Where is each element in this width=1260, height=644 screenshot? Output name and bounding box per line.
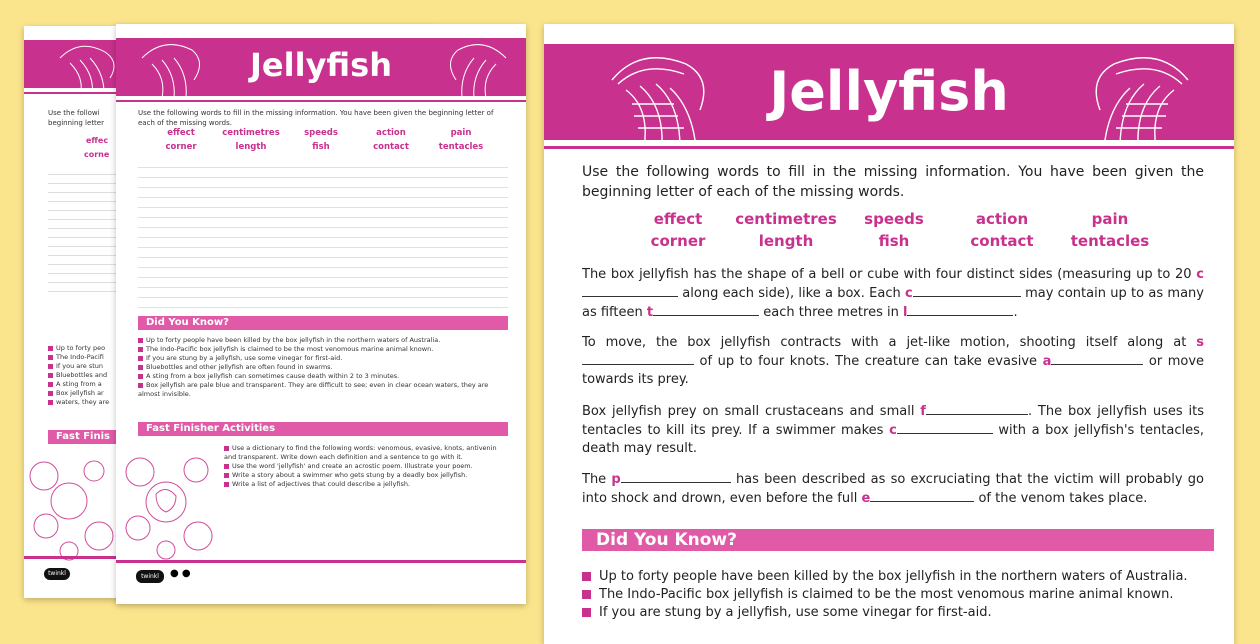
paragraph-lines [138, 158, 508, 318]
fact-item: Up to forty people have been killed by the box jellyfish in the northern waters of Australia. [138, 336, 508, 345]
answer-blank[interactable] [582, 284, 678, 297]
answer-blank[interactable] [582, 352, 694, 365]
jellyfish-pattern [116, 444, 220, 564]
word-bank-item: effect [653, 210, 703, 228]
word-bank-item: tentacles [1070, 232, 1150, 250]
word-bank-item: fish [878, 232, 910, 250]
footer-dots: ● ● [170, 568, 191, 579]
word-bank-item: tentacles [438, 142, 484, 152]
jellyfish-illustration [1076, 44, 1196, 154]
blank-letter: f [920, 404, 926, 419]
blank-letter: a [1042, 354, 1052, 369]
fact-item: Up to forty people have been killed by the box jellyfish in the northern waters of Australia. [582, 568, 1202, 586]
fast-finisher-bar: Fast Finis [48, 430, 116, 444]
word-bank-item: corner [165, 142, 197, 152]
fact-item: Bluebottles and other jellyfish are often found in swarms. [138, 363, 508, 372]
word-bank-item: corner [650, 232, 706, 250]
word-bank-item: action [376, 128, 406, 138]
blank-letter: e [861, 491, 871, 506]
word-bank-item: length [235, 142, 267, 152]
paragraph-2: To move, the box jellyfish contracts with a jet-like motion, shooting itself along at s of up to four knots. The creature can take evasive a or move towards its prey. [582, 335, 1205, 387]
intro-fragment-2: beginning letter [48, 119, 104, 127]
intro-fragment: Use the followi [48, 109, 100, 117]
did-you-know-heading: Did You Know? [582, 529, 1214, 551]
activity-item: Write a list of adjectives that could describe a jellyfish. [224, 480, 506, 489]
jellyfish-illustration [604, 44, 724, 154]
word-bank-item: speeds [864, 210, 924, 228]
footer-rule [116, 560, 526, 563]
activity-item: Use a dictionary to find the following words: venomous, evasive, knots, antivenin and transparent. Write down each definition and a sentence to go with it. [224, 444, 506, 462]
jellyfish-illustration [134, 36, 214, 100]
word-bank-item: length [758, 232, 814, 250]
word-fragment: corne [84, 150, 110, 159]
worksheet-page [544, 24, 1234, 644]
word-bank-item: speeds [304, 128, 338, 138]
text-lines [48, 166, 118, 296]
paragraph-4: The p has been described as so excruciating that the victim will probably go into shock and drown, even before the full e of the venom takes place. [582, 472, 1204, 506]
word-bank-item: action [975, 210, 1029, 228]
blank-letter: t [646, 305, 654, 320]
jellyfish-pattern [24, 446, 120, 566]
logo: twinkl [44, 568, 70, 580]
word-bank [624, 210, 1164, 250]
logo: twinkl [136, 570, 164, 583]
blank-letter: c [889, 423, 897, 438]
header-rule [116, 100, 526, 102]
answer-blank[interactable] [621, 470, 731, 483]
word-fragment: effec [86, 136, 109, 145]
blank-letter: c [905, 286, 913, 301]
word-bank-item: pain [1091, 210, 1129, 228]
word-bank-item: contact [373, 142, 409, 152]
activity-list [224, 444, 506, 489]
fact-item: Box jellyfish are pale blue and transparent. They are difficult to see; even in clear ocean waters, they are almost invisible. [138, 381, 508, 399]
fact-item: A sting from a box jellyfish can sometimes cause death within 2 to 3 minutes. [138, 372, 508, 381]
fact-item: The Indo-Pacific box jellyfish is claimed to be the most venomous marine animal known. [582, 586, 1202, 604]
worksheet-title: Jellyfish [769, 60, 1009, 123]
worksheet-thumbnail [116, 24, 526, 604]
answer-blank[interactable] [653, 303, 759, 316]
answer-blank[interactable] [926, 402, 1028, 415]
answer-blank[interactable] [870, 489, 974, 502]
answer-blank[interactable] [913, 284, 1021, 297]
intro-text: Use the following words to fill in the missing information. You have been given the beginning letter of each of the missing words. [582, 164, 1204, 200]
intro-text: Use the following words to fill in the missing information. You have been given the beginning letter of each of the missing words. [138, 109, 494, 127]
blank-letter: l [902, 305, 908, 320]
fast-finisher-bar: Fast Finisher Activities [138, 422, 508, 436]
activity-item: Write a story about a swimmer who gets stung by a deadly box jellyfish. [224, 471, 506, 480]
fact-item: If you are stung by a jellyfish, use some vinegar for first-aid. [138, 354, 508, 363]
answer-blank[interactable] [897, 421, 993, 434]
word-bank-item: effect [167, 128, 195, 138]
jellyfish-illustration [436, 36, 516, 100]
word-bank-item: centimetres [735, 210, 837, 228]
word-bank-item: centimetres [222, 128, 280, 138]
fact-list [582, 568, 1202, 622]
blank-letter: s [1196, 335, 1204, 350]
did-you-know-bar: Did You Know? [138, 316, 508, 330]
word-bank-item: contact [970, 232, 1034, 250]
header-rule [544, 146, 1234, 149]
activity-item: Use the word 'jellyfish' and create an acrostic poem. Illustrate your poem. [224, 462, 506, 471]
fact-list: Up to forty peo The Indo-Pacifi If you are stun Bluebottles and A sting from a Box jellyfish ar waters, they are [48, 344, 118, 407]
fact-item: If you are stung by a jellyfish, use some vinegar for first-aid. [582, 604, 1202, 622]
word-bank [146, 128, 496, 152]
word-bank-item: pain [450, 128, 472, 138]
fact-list [138, 336, 508, 399]
worksheet-title: Jellyfish [250, 46, 392, 84]
paragraph-3: Box jellyfish prey on small crustaceans and small f . The box jellyfish uses its tentacles to kill its prey. If a swimmer makes c with a box jellyfish's tentacles, death may result. [582, 404, 1204, 456]
fact-item: The Indo-Pacific box jellyfish is claimed to be the most venomous marine animal known. [138, 345, 508, 354]
blank-letter: p [611, 472, 621, 487]
blank-letter: c [1196, 267, 1204, 282]
answer-blank[interactable] [1051, 352, 1143, 365]
word-bank-item: fish [312, 142, 330, 152]
answer-blank[interactable] [907, 303, 1013, 316]
paragraph-1: The box jellyfish has the shape of a bell or cube with four distinct sides (measuring up to 20 c along each side), like a box. Each c may contain up to as many as fifteen t each three metres in l . [582, 267, 1204, 320]
